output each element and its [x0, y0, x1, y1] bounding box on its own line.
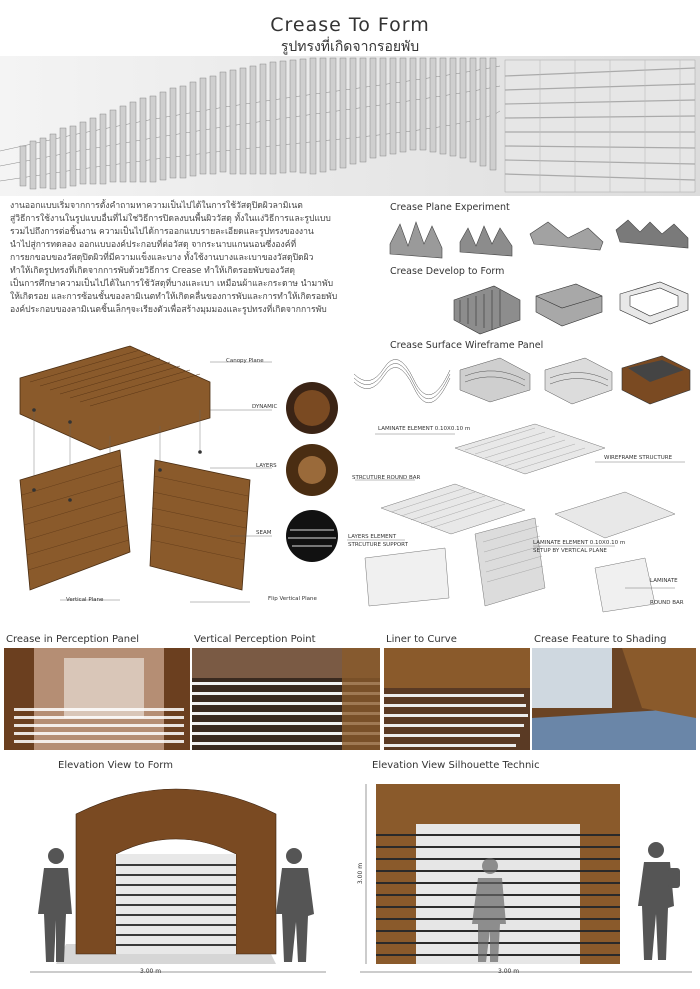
intro-line: ให้เกิดรอย และการซ้อนชั้นของลามิเนตทำให้เกิดคลื่นของการพับและการทำให้เกิดรอยพับ	[10, 292, 338, 302]
label-layers: LAYERS	[256, 463, 277, 469]
elevation-right-title: Elevation View Silhouette Technic	[372, 760, 540, 771]
perception-title-1: Crease in Perception Panel	[6, 634, 140, 645]
label-seam: SEAM	[256, 530, 272, 536]
section-surface-wireframe: Crease Surface Wireframe Panel	[390, 340, 544, 351]
section-plane-experiment: Crease Plane Experiment	[390, 202, 510, 213]
structure-diagram	[345, 418, 695, 618]
perception-photo-2	[192, 648, 380, 750]
label-setup-vertical: SETUP BY VERTICAL PLANE	[533, 548, 607, 554]
label-layers-element: LAYERS ELEMENT	[348, 534, 397, 540]
intro-line: ทำให้เกิดรูปทรงที่เกิดจากการพับด้วยวิธีการ Crease ทำให้เกิดรอยพับของวัสดุ	[10, 266, 296, 276]
elevation-left-drawing	[26, 774, 336, 979]
label-wireframe-structure: WIREFRAME STRUCTURE	[604, 455, 673, 461]
label-laminate: LAMINATE	[650, 578, 678, 584]
label-laminate-bottom: LAMINATE ELEMENT 0.10X0.10 m	[533, 540, 626, 546]
label-flip-vertical-plane: Flip Vertical Plane	[268, 596, 317, 602]
intro-line: นำไปสู่การทดลอง ออกแบบองค์ประกอบที่ต่อวัสดุ จากระนาบแกนนอนซึ่งองค์ที่	[10, 240, 297, 250]
dimension-left-width: 3.00 m	[140, 968, 162, 975]
section-develop-to-form: Crease Develop to Form	[390, 266, 505, 277]
elevation-right-drawing	[360, 774, 696, 979]
intro-line: องค์ประกอบของลามิเนตชิ้นเล็กๆจะเรียงตัวเพื่อสร้างมุมมองและรูปทรงที่เกิดจากการพับ	[10, 305, 327, 315]
label-round-bar: STRCUTURE ROUND BAR	[352, 475, 421, 481]
label-canopy: Canopy Plane	[226, 358, 264, 364]
banner-render	[0, 56, 700, 196]
elevation-left-title: Elevation View to Form	[58, 760, 173, 771]
label-structure-support: STRCUTURE SUPPORT	[348, 542, 408, 548]
intro-line: การยกขอบของวัสดุปิดผิวที่มีความแข็งและบาง ทั้งใช้งานบางและเบาของวัสดุปิดผิว	[10, 253, 314, 263]
label-laminate-top: LAMINATE ELEMENT 0.10X0.10 m	[378, 426, 471, 432]
intro-paragraph	[10, 200, 370, 317]
perception-title-4: Crease Feature to Shading	[534, 634, 667, 645]
intro-line: รวมไปถึงการต่อชิ้นงาน ความเป็นไปได้การออกแบบรายละเอียดและรูปทรงของงาน	[10, 227, 314, 237]
perception-photo-4	[532, 648, 696, 750]
page-title: Crease To Form	[270, 14, 430, 36]
dimension-right-width: 3.00 m	[498, 968, 520, 975]
label-vertical-plane: Vertical Plane	[66, 597, 104, 603]
intro-line: งานออกแบบเริ่มจากการตั้งคำถามหาความเป็นไปได้ในการใช้วัสดุปิดผิวลามิเนต	[10, 201, 303, 211]
perception-photo-1	[4, 648, 190, 750]
page-subtitle: รูปทรงที่เกิดจากรอยพับ	[280, 39, 420, 55]
plane-experiment-models	[388, 214, 693, 262]
dimension-height: 3.00 m	[357, 862, 365, 885]
intro-line: สู่วิธีการใช้งานในรูปแบบอื่นที่ไม่ใช่วิธีการปิดลงบนพื้นผิววัสดุ ทั้งในแง่วิธีการและรูปแบบ	[10, 214, 331, 224]
perception-title-2: Vertical Perception Point	[194, 634, 316, 645]
label-dynamic: DYNAMIC	[252, 404, 278, 410]
perception-title-3: Liner to Curve	[386, 634, 457, 645]
surface-wireframe-models	[350, 350, 695, 410]
perception-photo-3	[384, 648, 530, 750]
exploded-axonometric	[10, 340, 350, 615]
develop-to-form-models	[450, 276, 695, 336]
label-round-bar-short: ROUND BAR	[650, 600, 684, 606]
intro-line: เป็นการศึกษาความเป็นไปได้ในการใช้วัสดุที่บางและเบา เหมือนผ้าและกระดาษ นำมาพับ	[10, 279, 334, 289]
